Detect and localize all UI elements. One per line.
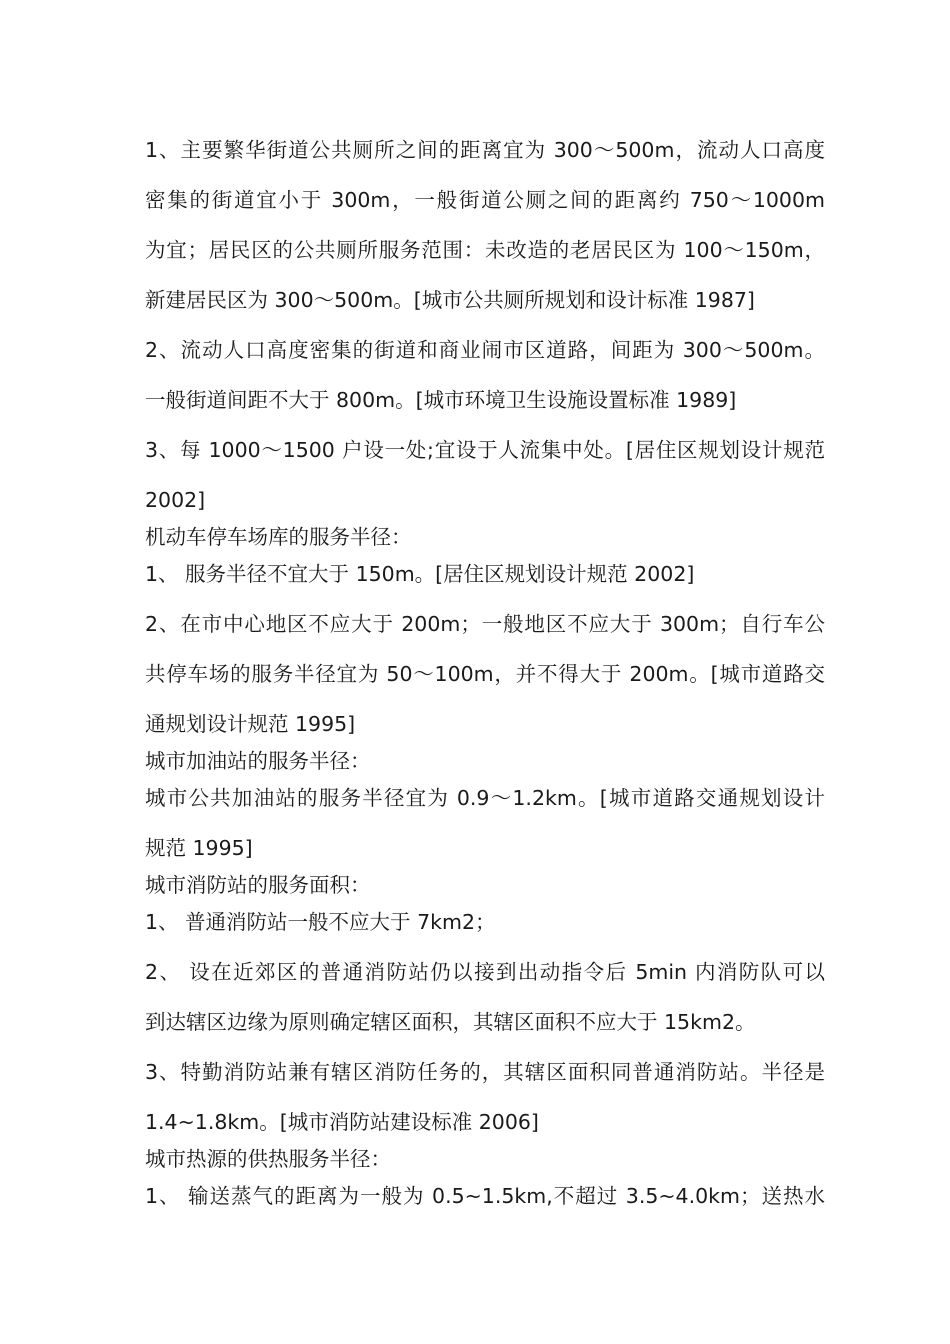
text-line: 3、特勤消防站兼有辖区消防任务的，其辖区面积同普通消防站。半径是	[145, 1060, 825, 1084]
text-line: 为宜；居民区的公共厕所服务范围：未改造的老居民区为 100～150m，	[145, 238, 825, 262]
text-line: 到达辖区边缘为原则确定辖区面积，其辖区面积不应大于 15km2。	[145, 1010, 756, 1034]
text-line: 1、主要繁华街道公共厕所之间的距离宜为 300～500m，流动人口高度	[145, 138, 825, 162]
section-heading: 城市加油站的服务半径：	[145, 749, 371, 773]
text-line: 共停车场的服务半径宜为 50～100m，并不得大于 200m。[城市道路交	[145, 662, 825, 686]
section-heading: 城市消防站的服务面积：	[145, 873, 371, 897]
text-line: 规范 1995]	[145, 836, 253, 860]
text-line: 密集的街道宜小于 300m，一般街道公厕之间的距离约 750～1000m	[145, 188, 825, 212]
text-line: 3、每 1000～1500 户设一处;宜设于人流集中处。[居住区规划设计规范	[145, 438, 825, 462]
text-line: 通规划设计规范 1995]	[145, 712, 356, 736]
section-heading: 城市热源的供热服务半径：	[145, 1147, 391, 1171]
text-line: 2、 设在近郊区的普通消防站仍以接到出动指令后 5min 内消防队可以	[145, 960, 825, 984]
text-line: 1、 服务半径不宜大于 150m。[居住区规划设计规范 2002]	[145, 562, 695, 586]
text-line: 1、 普通消防站一般不应大于 7km2；	[145, 910, 496, 934]
text-line: 2、在市中心地区不应大于 200m；一般地区不应大于 300m；自行车公	[145, 612, 825, 636]
text-line: 2002]	[145, 488, 206, 512]
text-line: 新建居民区为 300～500m。[城市公共厕所规划和设计标准 1987]	[145, 288, 755, 312]
text-line: 2、流动人口高度密集的街道和商业闹市区道路，间距为 300～500m。	[145, 338, 825, 362]
text-line: 一般街道间距不大于 800m。[城市环境卫生设施设置标准 1989]	[145, 388, 737, 412]
text-line: 1、 输送蒸气的距离为一般为 0.5~1.5km,不超过 3.5~4.0km；送热水	[145, 1184, 825, 1208]
text-line: 1.4~1.8km。[城市消防站建设标准 2006]	[145, 1110, 539, 1134]
section-heading: 机动车停车场库的服务半径：	[145, 525, 412, 549]
text-line: 城市公共加油站的服务半径宜为 0.9～1.2km。[城市道路交通规划设计	[145, 786, 825, 810]
